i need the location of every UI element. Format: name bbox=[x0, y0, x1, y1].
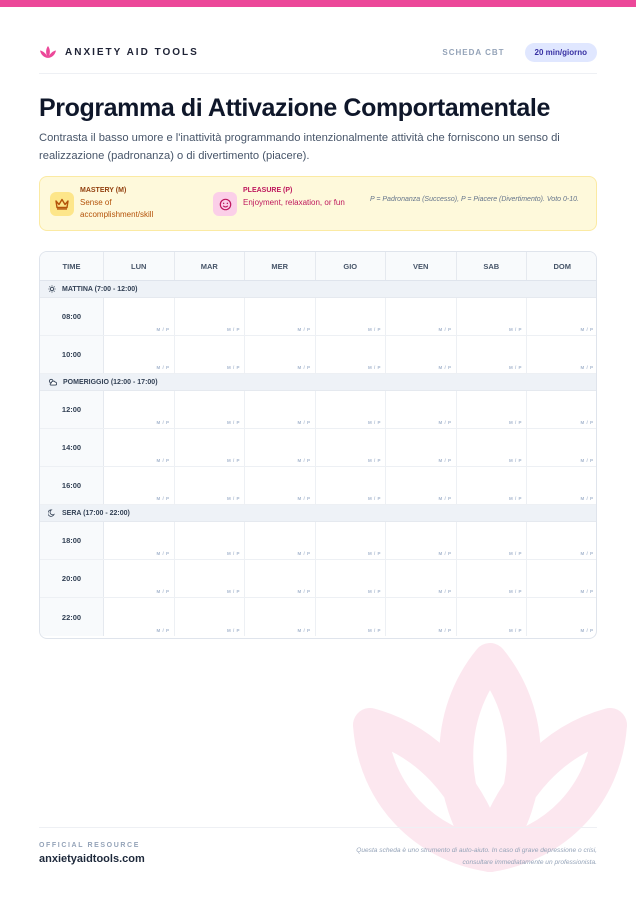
mastery-pleasure-placeholder: M / P bbox=[580, 551, 594, 556]
mastery-pleasure-placeholder: M / P bbox=[226, 365, 240, 370]
mastery-pleasure-placeholder: M / P bbox=[156, 589, 170, 594]
activity-cell[interactable] bbox=[316, 336, 387, 373]
mastery-pleasure-placeholder: M / P bbox=[226, 458, 240, 463]
moon-icon bbox=[48, 509, 56, 517]
time-slot-row bbox=[40, 522, 596, 560]
page-title: Programma di Attivazione Comportamentale bbox=[39, 94, 550, 122]
mastery-pleasure-placeholder: M / P bbox=[580, 327, 594, 332]
activity-cell[interactable] bbox=[316, 522, 387, 559]
mastery-pleasure-placeholder: M / P bbox=[156, 551, 170, 556]
activity-cell[interactable] bbox=[386, 467, 457, 504]
time-slot-row bbox=[40, 560, 596, 598]
activity-cell[interactable] bbox=[316, 391, 387, 428]
activity-cell[interactable] bbox=[457, 598, 528, 636]
mastery-pleasure-placeholder: M / P bbox=[580, 420, 594, 425]
mastery-pleasure-placeholder: M / P bbox=[580, 628, 594, 633]
mastery-pleasure-placeholder: M / P bbox=[156, 420, 170, 425]
mastery-pleasure-placeholder: M / P bbox=[297, 551, 311, 556]
time-label: 18:00 bbox=[40, 522, 104, 559]
time-slot-row bbox=[40, 298, 596, 336]
activity-cell[interactable] bbox=[104, 467, 175, 504]
activity-cell[interactable] bbox=[527, 522, 597, 559]
activity-cell[interactable] bbox=[316, 467, 387, 504]
activity-cell[interactable] bbox=[245, 598, 316, 636]
day-header: LUN bbox=[104, 252, 175, 280]
mastery-pleasure-placeholder: M / P bbox=[438, 496, 452, 501]
section-row bbox=[40, 374, 596, 391]
activity-cell[interactable] bbox=[527, 298, 597, 335]
time-slot-row bbox=[40, 467, 596, 505]
brand-name: ANXIETY AID TOOLS bbox=[65, 46, 199, 58]
activity-cell[interactable] bbox=[175, 598, 246, 636]
time-label: 08:00 bbox=[40, 298, 104, 335]
time-label: 16:00 bbox=[40, 467, 104, 504]
activity-cell[interactable] bbox=[245, 429, 316, 466]
activity-cell[interactable] bbox=[175, 298, 246, 335]
cloud-sun-icon bbox=[48, 378, 57, 386]
activity-cell[interactable] bbox=[104, 560, 175, 597]
activity-cell[interactable] bbox=[316, 429, 387, 466]
day-header: GIO bbox=[316, 252, 387, 280]
activity-cell[interactable] bbox=[527, 429, 597, 466]
legend-note: P = Padronanza (Successo), P = Piacere (Divertimento). Voto 0-10. bbox=[370, 196, 579, 203]
activity-cell[interactable] bbox=[245, 336, 316, 373]
time-label: 22:00 bbox=[40, 598, 104, 636]
activity-cell[interactable] bbox=[527, 467, 597, 504]
day-header: VEN bbox=[386, 252, 457, 280]
activity-cell[interactable] bbox=[386, 560, 457, 597]
activity-cell[interactable] bbox=[457, 429, 528, 466]
activity-cell[interactable] bbox=[175, 560, 246, 597]
mastery-pleasure-placeholder: M / P bbox=[367, 420, 381, 425]
mastery-pleasure-placeholder: M / P bbox=[367, 628, 381, 633]
activity-cell[interactable] bbox=[527, 391, 597, 428]
mastery-pleasure-placeholder: M / P bbox=[226, 327, 240, 332]
activity-cell[interactable] bbox=[104, 391, 175, 428]
activity-cell[interactable] bbox=[104, 336, 175, 373]
mastery-pleasure-placeholder: M / P bbox=[508, 551, 522, 556]
activity-cell[interactable] bbox=[104, 429, 175, 466]
time-slot-row bbox=[40, 429, 596, 467]
activity-cell[interactable] bbox=[104, 598, 175, 636]
header-divider bbox=[39, 73, 597, 74]
activity-cell[interactable] bbox=[457, 467, 528, 504]
section-row bbox=[40, 281, 596, 298]
day-header: DOM bbox=[553, 261, 571, 271]
activity-cell[interactable] bbox=[386, 598, 457, 636]
mastery-pleasure-placeholder: M / P bbox=[508, 420, 522, 425]
time-slot-row bbox=[40, 598, 596, 636]
activity-cell[interactable] bbox=[527, 336, 597, 373]
activity-cell[interactable] bbox=[316, 560, 387, 597]
mastery-pleasure-placeholder: M / P bbox=[508, 589, 522, 594]
top-accent-bar bbox=[0, 0, 636, 7]
activity-cell[interactable] bbox=[175, 522, 246, 559]
activity-cell[interactable] bbox=[245, 522, 316, 559]
mastery-pleasure-placeholder: M / P bbox=[156, 496, 170, 501]
section-label: MATTINA (7:00 - 12:00) bbox=[62, 285, 138, 293]
activity-cell[interactable] bbox=[527, 560, 597, 597]
activity-cell[interactable] bbox=[386, 298, 457, 335]
activity-cell[interactable] bbox=[175, 429, 246, 466]
mastery-pleasure-placeholder: M / P bbox=[226, 420, 240, 425]
section-label: POMERIGGIO (12:00 - 17:00) bbox=[63, 378, 158, 386]
mastery-pleasure-placeholder: M / P bbox=[226, 628, 240, 633]
activity-cell[interactable] bbox=[316, 598, 387, 636]
mastery-pleasure-placeholder: M / P bbox=[508, 628, 522, 633]
sheet-type-label: SCHEDA CBT bbox=[442, 47, 505, 57]
mastery-pleasure-placeholder: M / P bbox=[297, 589, 311, 594]
mastery-pleasure-placeholder: M / P bbox=[438, 365, 452, 370]
mastery-pleasure-placeholder: M / P bbox=[580, 589, 594, 594]
mastery-pleasure-placeholder: M / P bbox=[438, 458, 452, 463]
activity-cell[interactable] bbox=[175, 391, 246, 428]
mastery-pleasure-placeholder: M / P bbox=[297, 496, 311, 501]
pleasure-description: Enjoyment, relaxation, or fun bbox=[243, 198, 345, 207]
footer-site-link[interactable]: anxietyaidtools.com bbox=[39, 853, 145, 865]
section-row bbox=[40, 505, 596, 522]
activity-cell[interactable] bbox=[245, 560, 316, 597]
mastery-pleasure-placeholder: M / P bbox=[297, 365, 311, 370]
mastery-pleasure-placeholder: M / P bbox=[508, 365, 522, 370]
mastery-pleasure-placeholder: M / P bbox=[580, 365, 594, 370]
mastery-pleasure-placeholder: M / P bbox=[226, 589, 240, 594]
mastery-pleasure-placeholder: M / P bbox=[156, 365, 170, 370]
time-label: 12:00 bbox=[40, 391, 104, 428]
time-label: 14:00 bbox=[40, 429, 104, 466]
activity-cell[interactable] bbox=[457, 298, 528, 335]
mastery-pleasure-placeholder: M / P bbox=[367, 365, 381, 370]
mastery-title: MASTERY (M) bbox=[80, 187, 127, 194]
activity-cell[interactable] bbox=[245, 467, 316, 504]
mastery-pleasure-placeholder: M / P bbox=[438, 420, 452, 425]
mastery-pleasure-placeholder: M / P bbox=[226, 496, 240, 501]
activity-cell[interactable] bbox=[245, 391, 316, 428]
mastery-pleasure-placeholder: M / P bbox=[508, 327, 522, 332]
activity-cell[interactable] bbox=[386, 429, 457, 466]
mastery-pleasure-placeholder: M / P bbox=[156, 458, 170, 463]
mastery-pleasure-placeholder: M / P bbox=[226, 551, 240, 556]
time-label: 20:00 bbox=[40, 560, 104, 597]
table-header-row bbox=[40, 252, 596, 281]
mastery-pleasure-placeholder: M / P bbox=[156, 327, 170, 332]
mastery-pleasure-placeholder: M / P bbox=[297, 420, 311, 425]
mastery-description: Sense of accomplishment/skill bbox=[80, 198, 154, 219]
time-slot-row bbox=[40, 336, 596, 374]
mastery-pleasure-placeholder: M / P bbox=[367, 327, 381, 332]
activity-schedule-table bbox=[39, 251, 597, 639]
activity-cell[interactable] bbox=[386, 336, 457, 373]
mastery-pleasure-placeholder: M / P bbox=[438, 327, 452, 332]
mastery-pleasure-placeholder: M / P bbox=[156, 628, 170, 633]
activity-cell[interactable] bbox=[245, 298, 316, 335]
activity-cell[interactable] bbox=[175, 467, 246, 504]
footer-divider bbox=[39, 827, 597, 828]
activity-cell[interactable] bbox=[457, 336, 528, 373]
legend-box bbox=[39, 176, 597, 231]
day-header: MAR bbox=[175, 252, 246, 280]
mastery-pleasure-placeholder: M / P bbox=[297, 458, 311, 463]
mastery-pleasure-placeholder: M / P bbox=[580, 458, 594, 463]
activity-cell[interactable] bbox=[104, 298, 175, 335]
footer-disclaimer: Questa scheda è uno strumento di auto-aiuto. In caso di grave depressione o crisi, consultare immediatamente un professionista. bbox=[356, 847, 597, 866]
mastery-pleasure-placeholder: M / P bbox=[367, 458, 381, 463]
mastery-pleasure-placeholder: M / P bbox=[508, 496, 522, 501]
mastery-pleasure-placeholder: M / P bbox=[367, 551, 381, 556]
time-slot-row bbox=[40, 391, 596, 429]
time-label: 10:00 bbox=[40, 336, 104, 373]
pleasure-title: PLEASURE (P) bbox=[243, 187, 293, 194]
day-header: MER bbox=[245, 252, 316, 280]
activity-cell[interactable] bbox=[104, 522, 175, 559]
smile-icon bbox=[213, 192, 237, 216]
activity-cell[interactable] bbox=[457, 560, 528, 597]
mastery-pleasure-placeholder: M / P bbox=[297, 628, 311, 633]
page-subtitle: Contrasta il basso umore e l'inattività programmando intenzionalmente attività che forniscono un senso di realizzazione (padronanza) o di divertimento (piacere). bbox=[39, 132, 560, 162]
time-column-header: TIME bbox=[40, 252, 104, 280]
day-header: SAB bbox=[457, 252, 528, 280]
mastery-pleasure-placeholder: M / P bbox=[367, 589, 381, 594]
activity-cell[interactable] bbox=[386, 522, 457, 559]
header bbox=[39, 40, 597, 64]
lotus-icon bbox=[39, 45, 57, 59]
activity-cell[interactable] bbox=[175, 336, 246, 373]
mastery-pleasure-placeholder: M / P bbox=[508, 458, 522, 463]
mastery-pleasure-placeholder: M / P bbox=[438, 551, 452, 556]
activity-cell[interactable] bbox=[527, 598, 597, 636]
time-badge: 20 min/giorno bbox=[525, 43, 597, 62]
activity-cell[interactable] bbox=[457, 522, 528, 559]
activity-cell[interactable] bbox=[386, 391, 457, 428]
mastery-pleasure-placeholder: M / P bbox=[438, 589, 452, 594]
activity-cell[interactable] bbox=[316, 298, 387, 335]
footer-label: OFFICIAL RESOURCE bbox=[39, 842, 140, 849]
activity-cell[interactable] bbox=[457, 391, 528, 428]
mastery-pleasure-placeholder: M / P bbox=[438, 628, 452, 633]
brand bbox=[39, 45, 199, 59]
crown-icon bbox=[50, 192, 74, 216]
mastery-pleasure-placeholder: M / P bbox=[367, 496, 381, 501]
sun-icon bbox=[48, 285, 56, 293]
mastery-pleasure-placeholder: M / P bbox=[297, 327, 311, 332]
section-label: SERA (17:00 - 22:00) bbox=[62, 509, 130, 517]
mastery-pleasure-placeholder: M / P bbox=[580, 496, 594, 501]
